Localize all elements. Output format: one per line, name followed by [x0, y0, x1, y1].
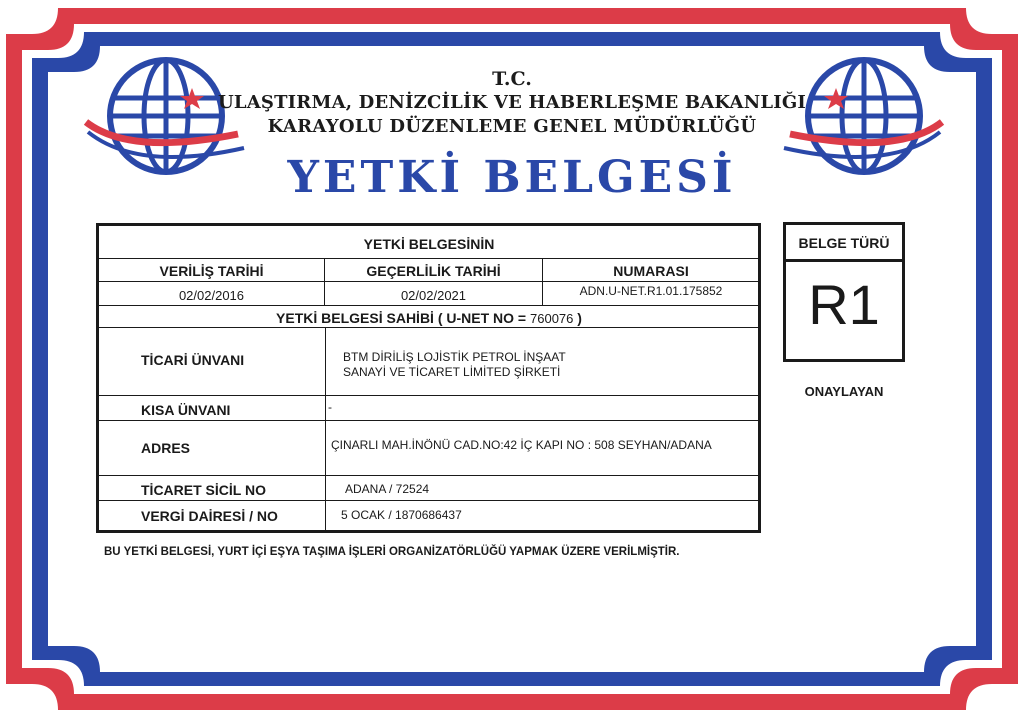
- validity-date: 02/02/2021: [400, 288, 467, 303]
- tax-office-label: VERGİ DAİRESİ / NO: [141, 508, 278, 524]
- trade-name-line2: SANAYİ VE TİCARET LİMİTED ŞİRKETİ: [343, 365, 561, 379]
- document-title: YETKİ BELGESİ: [287, 152, 737, 203]
- trade-name-label: TİCARİ ÜNVANI: [141, 352, 245, 368]
- address: ÇINARLI MAH.İNÖNÜ CAD.NO:42 İÇ KAPI NO : 508 SEYHAN/ADANA: [331, 438, 712, 452]
- unet-number: 760076: [530, 311, 574, 326]
- section-title: YETKİ BELGESİNİN: [363, 236, 495, 252]
- trade-registry-label: TİCARET SİCİL NO: [141, 482, 266, 498]
- holder-title: [99, 310, 759, 326]
- issue-date: 02/02/2016: [178, 288, 245, 303]
- approver-label: ONAYLAYAN: [804, 384, 884, 399]
- holder-title-suffix: ): [573, 310, 582, 326]
- directorate-name: KARAYOLU DÜZENLEME GENEL MÜDÜRLÜĞÜ: [267, 116, 757, 137]
- holder-title-prefix: YETKİ BELGESİ SAHİBİ ( U-NET NO =: [276, 310, 530, 326]
- trade-name-line1: BTM DİRİLİŞ LOJİSTİK PETROL İNŞAAT: [343, 350, 566, 364]
- certificate-type-value: R1: [808, 273, 880, 336]
- validity-date-label: GEÇERLİLİK TARİHİ: [366, 263, 501, 279]
- trade-registry-number: ADANA / 72524: [345, 482, 430, 496]
- number-label: NUMARASI: [613, 263, 689, 279]
- issue-date-label: VERİLİŞ TARİHİ: [159, 263, 264, 279]
- certificate-table: [96, 223, 761, 533]
- certificate-type-box: [783, 222, 905, 362]
- ministry-name: ULAŞTIRMA, DENİZCİLİK VE HABERLEŞME BAKANLIĞI: [217, 92, 807, 113]
- tax-office-number: 5 OCAK / 1870686437: [341, 508, 462, 522]
- short-name-label: KISA ÜNVANI: [141, 402, 231, 418]
- short-name: -: [328, 400, 332, 414]
- footer-statement: BU YETKİ BELGESİ, YURT İÇİ EŞYA TAŞIMA İŞLERİ ORGANİZATÖRLÜĞÜ YAPMAK ÜZERE VERİLMİŞTİR.: [104, 546, 680, 558]
- certificate-number: ADN.U-NET.R1.01.175852: [579, 284, 723, 298]
- certificate-type-label: BELGE TÜRÜ: [786, 225, 902, 262]
- republic-abbrev: T.C.: [492, 68, 532, 90]
- address-label: ADRES: [141, 440, 191, 456]
